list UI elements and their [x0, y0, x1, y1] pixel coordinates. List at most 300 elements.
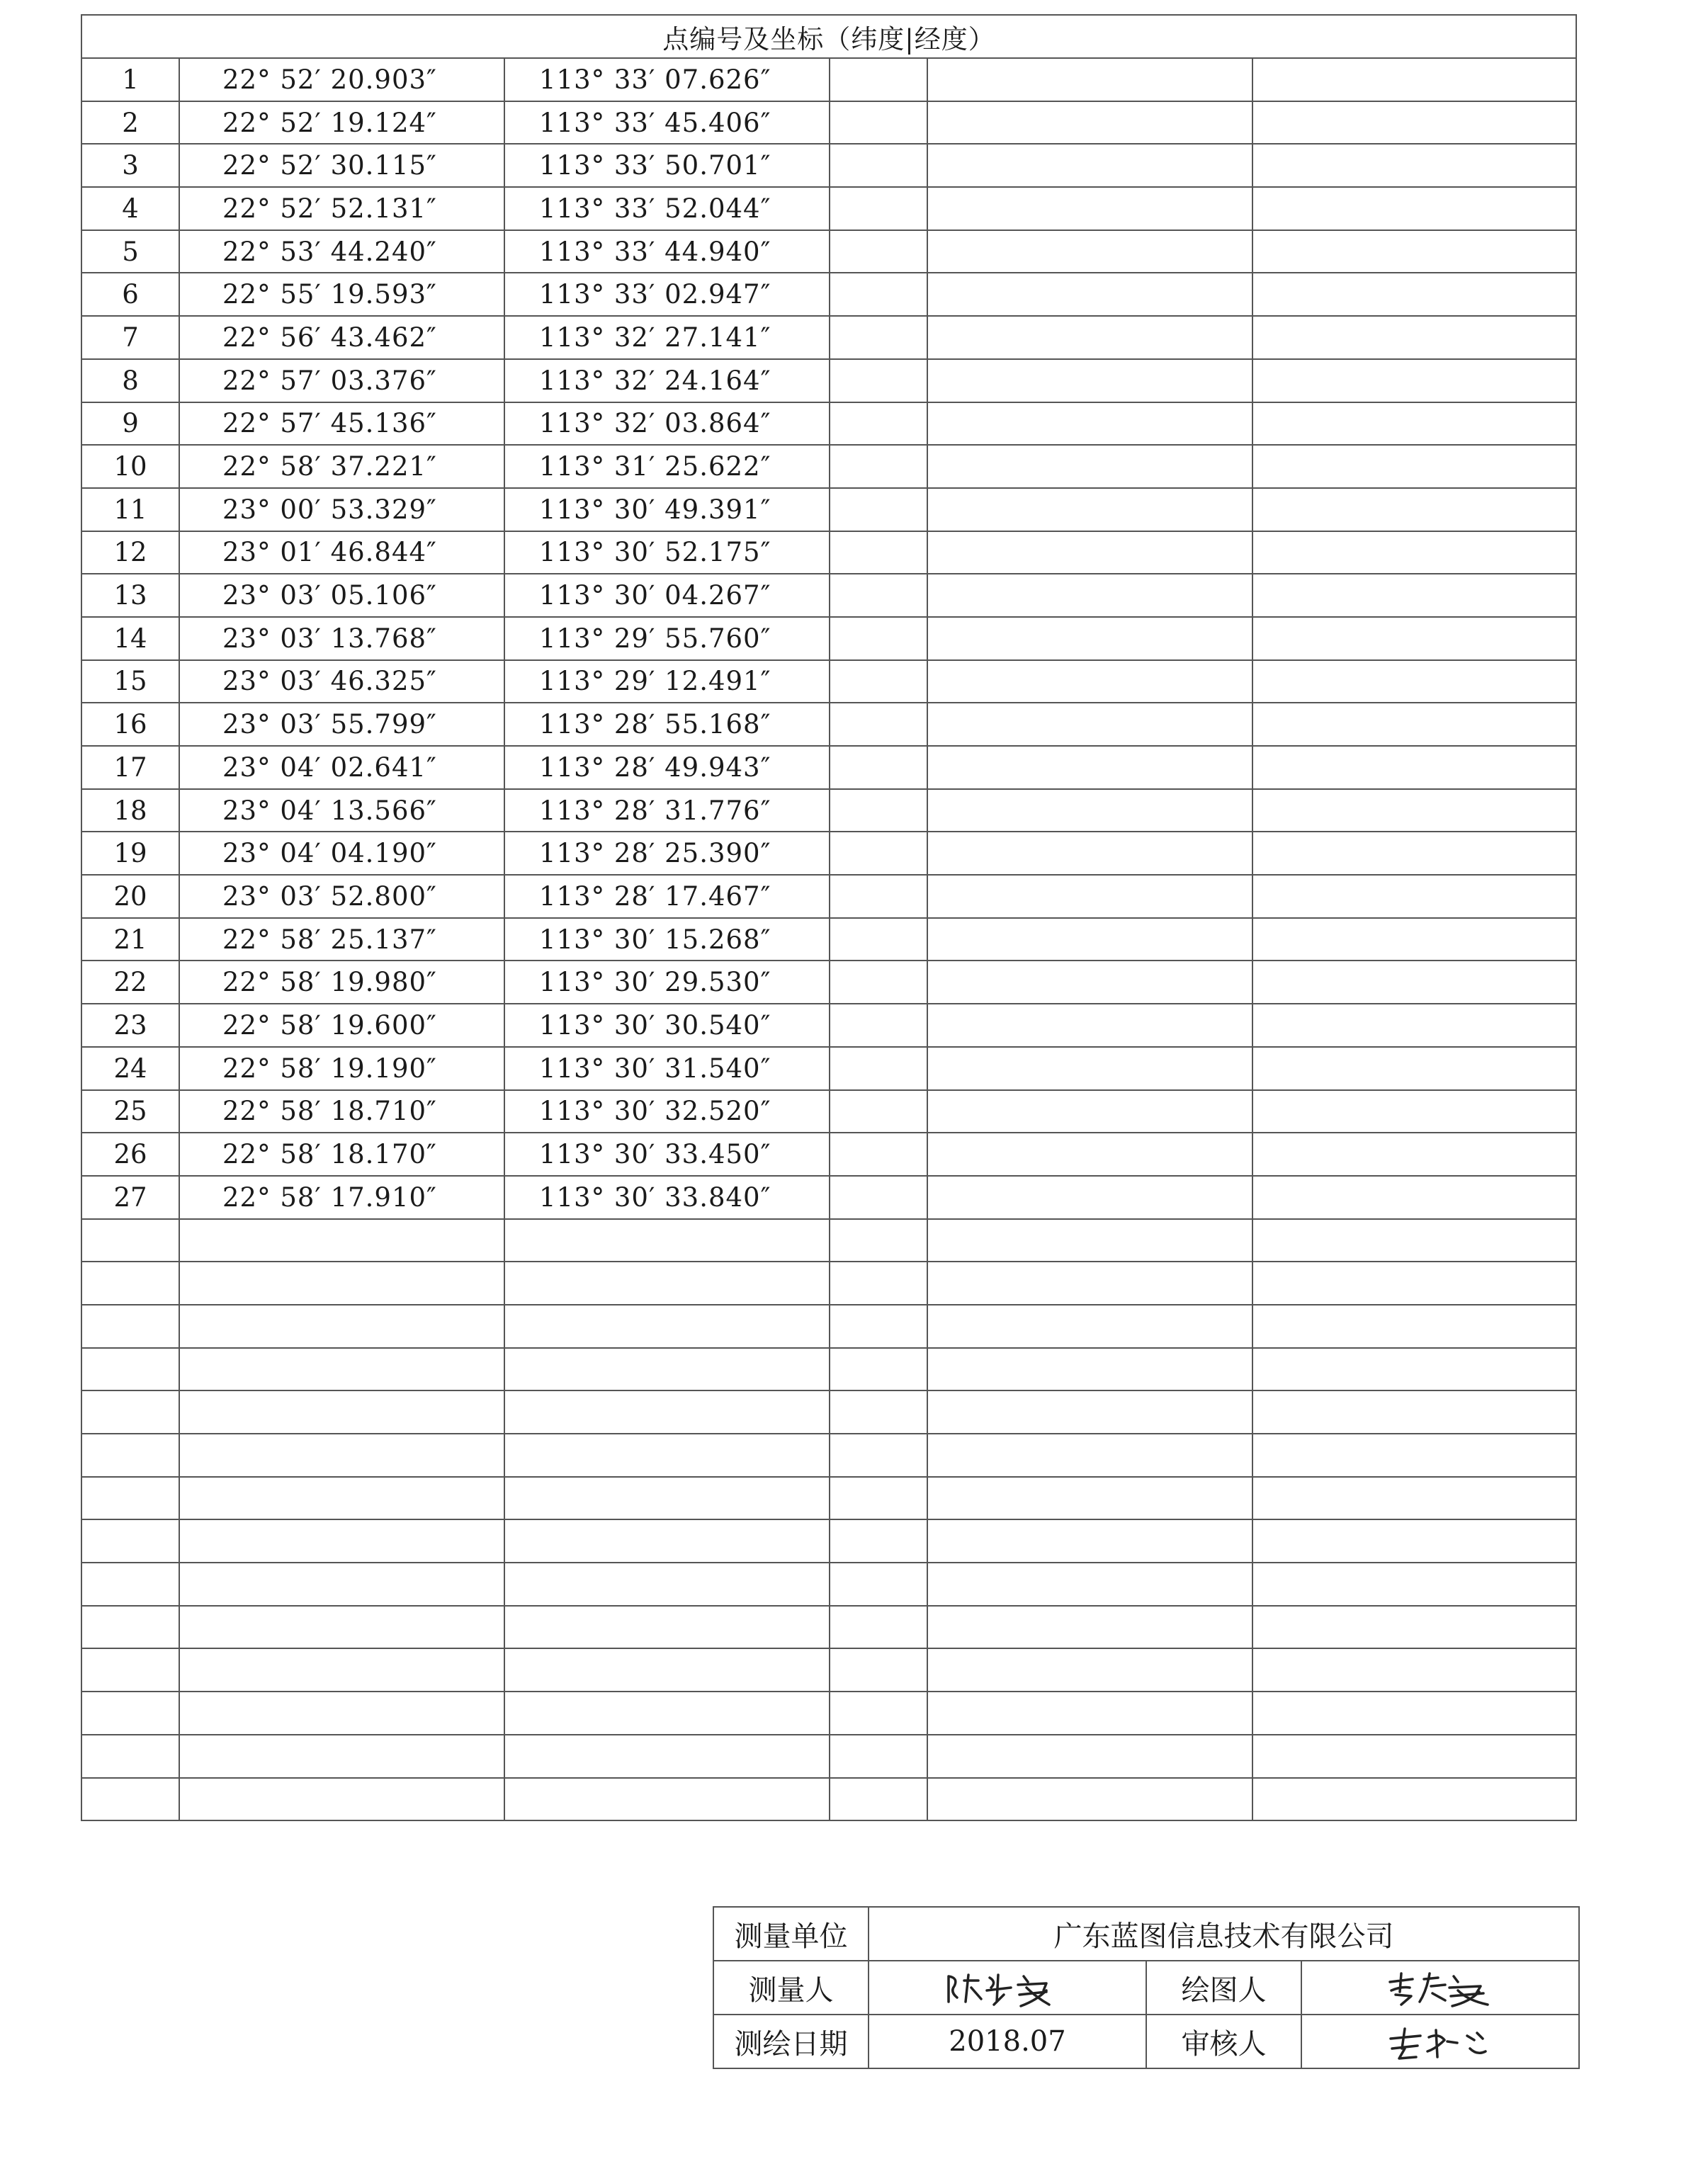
table-row — [81, 1477, 1576, 1520]
longitude: 113° 32′ 27.141″ — [504, 316, 830, 359]
empty-cell — [1252, 1219, 1576, 1262]
longitude — [504, 1778, 830, 1821]
empty-cell — [927, 1348, 1252, 1391]
longitude: 113° 28′ 17.467″ — [504, 875, 830, 918]
empty-cell — [830, 531, 927, 574]
point-id — [81, 1519, 179, 1563]
point-id: 2 — [81, 101, 179, 145]
point-id — [81, 1219, 179, 1262]
point-id: 6 — [81, 273, 179, 316]
empty-cell — [1252, 1519, 1576, 1563]
empty-cell — [830, 1348, 927, 1391]
latitude — [179, 1563, 504, 1606]
table-row — [81, 359, 1576, 402]
empty-cell — [927, 445, 1252, 488]
point-id: 26 — [81, 1133, 179, 1176]
empty-cell — [830, 1090, 927, 1133]
empty-cell — [830, 961, 927, 1004]
empty-cell — [1252, 875, 1576, 918]
longitude — [504, 1262, 830, 1305]
table-row — [81, 488, 1576, 531]
longitude: 113° 30′ 04.267″ — [504, 574, 830, 617]
empty-cell — [1252, 746, 1576, 789]
empty-cell — [830, 574, 927, 617]
empty-cell — [927, 1090, 1252, 1133]
table-row — [81, 230, 1576, 273]
surveyor-label: 测量人 — [713, 1961, 869, 2015]
empty-cell — [927, 789, 1252, 832]
empty-cell — [927, 1434, 1252, 1477]
drafter-signature — [1301, 1961, 1579, 2015]
table-row — [81, 316, 1576, 359]
empty-cell — [927, 1477, 1252, 1520]
empty-cell — [830, 1434, 927, 1477]
empty-cell — [1252, 961, 1576, 1004]
empty-cell — [1252, 1305, 1576, 1348]
longitude: 113° 30′ 33.840″ — [504, 1176, 830, 1219]
table-row — [81, 1090, 1576, 1133]
empty-cell — [1252, 531, 1576, 574]
latitude — [179, 1648, 504, 1692]
longitude: 113° 33′ 07.626″ — [504, 58, 830, 101]
longitude: 113° 30′ 30.540″ — [504, 1004, 830, 1047]
empty-cell — [927, 961, 1252, 1004]
latitude — [179, 1262, 504, 1305]
empty-cell — [1252, 445, 1576, 488]
empty-cell — [927, 1176, 1252, 1219]
longitude: 113° 30′ 52.175″ — [504, 531, 830, 574]
longitude: 113° 30′ 29.530″ — [504, 961, 830, 1004]
empty-cell — [830, 1692, 927, 1735]
latitude: 22° 53′ 44.240″ — [179, 230, 504, 273]
date-label: 测绘日期 — [713, 2015, 869, 2068]
empty-cell — [1252, 1047, 1576, 1090]
latitude: 22° 57′ 45.136″ — [179, 402, 504, 446]
latitude: 23° 03′ 05.106″ — [179, 574, 504, 617]
table-row — [81, 1606, 1576, 1649]
table-row — [81, 1390, 1576, 1434]
empty-cell — [1252, 789, 1576, 832]
reviewer-signature — [1301, 2015, 1579, 2068]
empty-cell — [927, 531, 1252, 574]
latitude: 22° 57′ 03.376″ — [179, 359, 504, 402]
empty-cell — [927, 230, 1252, 273]
empty-cell — [1252, 230, 1576, 273]
empty-cell — [1252, 1778, 1576, 1821]
empty-cell — [830, 144, 927, 187]
table-row — [81, 445, 1576, 488]
point-id — [81, 1778, 179, 1821]
empty-cell — [1252, 1133, 1576, 1176]
longitude — [504, 1519, 830, 1563]
longitude — [504, 1563, 830, 1606]
latitude: 22° 58′ 17.910″ — [179, 1176, 504, 1219]
point-id: 11 — [81, 488, 179, 531]
empty-cell — [1252, 488, 1576, 531]
point-id: 20 — [81, 875, 179, 918]
latitude — [179, 1735, 504, 1778]
latitude — [179, 1390, 504, 1434]
empty-cell — [830, 402, 927, 446]
latitude: 22° 58′ 25.137″ — [179, 918, 504, 961]
empty-cell — [830, 832, 927, 875]
empty-cell — [1252, 1563, 1576, 1606]
longitude — [504, 1477, 830, 1520]
table-row — [81, 58, 1576, 101]
empty-cell — [830, 1004, 927, 1047]
empty-cell — [1252, 1434, 1576, 1477]
point-id: 10 — [81, 445, 179, 488]
empty-cell — [1252, 273, 1576, 316]
surveyor-signature-icon — [940, 1966, 1075, 2009]
empty-cell — [1252, 918, 1576, 961]
empty-cell — [927, 187, 1252, 230]
empty-cell — [1252, 617, 1576, 660]
latitude — [179, 1692, 504, 1735]
empty-cell — [927, 703, 1252, 746]
unit-value: 广东蓝图信息技术有限公司 — [869, 1907, 1579, 1961]
reviewer-label: 审核人 — [1146, 2015, 1301, 2068]
point-id: 23 — [81, 1004, 179, 1047]
empty-cell — [1252, 144, 1576, 187]
table-row — [81, 1434, 1576, 1477]
longitude: 113° 29′ 55.760″ — [504, 617, 830, 660]
latitude: 23° 03′ 52.800″ — [179, 875, 504, 918]
table-row — [81, 746, 1576, 789]
latitude — [179, 1778, 504, 1821]
empty-cell — [830, 273, 927, 316]
empty-cell — [830, 875, 927, 918]
empty-cell — [830, 1176, 927, 1219]
table-row — [81, 1262, 1576, 1305]
empty-cell — [927, 1004, 1252, 1047]
survey-info-table — [713, 1906, 1580, 2069]
empty-cell — [927, 1735, 1252, 1778]
empty-cell — [927, 1047, 1252, 1090]
longitude: 113° 31′ 25.622″ — [504, 445, 830, 488]
table-row — [81, 1648, 1576, 1692]
empty-cell — [927, 1519, 1252, 1563]
longitude: 113° 30′ 32.520″ — [504, 1090, 830, 1133]
latitude — [179, 1606, 504, 1649]
empty-cell — [927, 359, 1252, 402]
empty-cell — [1252, 58, 1576, 101]
empty-cell — [830, 316, 927, 359]
point-id: 25 — [81, 1090, 179, 1133]
table-row — [81, 402, 1576, 446]
point-id: 14 — [81, 617, 179, 660]
longitude: 113° 33′ 44.940″ — [504, 230, 830, 273]
empty-cell — [1252, 1390, 1576, 1434]
longitude — [504, 1305, 830, 1348]
table-title: 点编号及坐标（纬度|经度） — [81, 15, 1576, 58]
empty-cell — [830, 488, 927, 531]
latitude: 23° 03′ 55.799″ — [179, 703, 504, 746]
longitude — [504, 1606, 830, 1649]
point-id: 24 — [81, 1047, 179, 1090]
latitude — [179, 1477, 504, 1520]
empty-cell — [1252, 1176, 1576, 1219]
unit-label: 测量单位 — [713, 1907, 869, 1961]
empty-cell — [830, 1563, 927, 1606]
empty-cell — [830, 359, 927, 402]
empty-cell — [830, 1390, 927, 1434]
latitude: 23° 03′ 13.768″ — [179, 617, 504, 660]
empty-cell — [927, 488, 1252, 531]
latitude: 23° 04′ 13.566″ — [179, 789, 504, 832]
latitude: 22° 52′ 19.124″ — [179, 101, 504, 145]
point-id — [81, 1735, 179, 1778]
empty-cell — [927, 144, 1252, 187]
table-title-row — [81, 15, 1576, 58]
longitude: 113° 30′ 49.391″ — [504, 488, 830, 531]
empty-cell — [927, 58, 1252, 101]
table-row — [81, 660, 1576, 703]
empty-cell — [927, 746, 1252, 789]
empty-cell — [1252, 703, 1576, 746]
table-row — [81, 1176, 1576, 1219]
point-id: 1 — [81, 58, 179, 101]
longitude: 113° 33′ 02.947″ — [504, 273, 830, 316]
point-id: 19 — [81, 832, 179, 875]
latitude: 22° 52′ 30.115″ — [179, 144, 504, 187]
surveyor-signature — [869, 1961, 1146, 2015]
empty-cell — [1252, 1477, 1576, 1520]
empty-cell — [1252, 832, 1576, 875]
empty-cell — [1252, 660, 1576, 703]
point-id — [81, 1262, 179, 1305]
latitude: 22° 58′ 19.980″ — [179, 961, 504, 1004]
empty-cell — [830, 617, 927, 660]
longitude — [504, 1434, 830, 1477]
latitude — [179, 1519, 504, 1563]
table-row — [81, 144, 1576, 187]
empty-cell — [830, 703, 927, 746]
empty-cell — [830, 58, 927, 101]
table-row — [81, 789, 1576, 832]
point-id: 22 — [81, 961, 179, 1004]
table-row — [81, 273, 1576, 316]
longitude: 113° 30′ 31.540″ — [504, 1047, 830, 1090]
table-row — [81, 531, 1576, 574]
longitude: 113° 29′ 12.491″ — [504, 660, 830, 703]
empty-cell — [1252, 402, 1576, 446]
latitude: 23° 04′ 02.641″ — [179, 746, 504, 789]
point-id — [81, 1648, 179, 1692]
empty-cell — [1252, 1648, 1576, 1692]
empty-cell — [830, 230, 927, 273]
point-id — [81, 1606, 179, 1649]
empty-cell — [830, 1735, 927, 1778]
empty-cell — [927, 574, 1252, 617]
longitude: 113° 28′ 55.168″ — [504, 703, 830, 746]
empty-cell — [1252, 1606, 1576, 1649]
latitude: 22° 56′ 43.462″ — [179, 316, 504, 359]
longitude: 113° 33′ 45.406″ — [504, 101, 830, 145]
point-id: 7 — [81, 316, 179, 359]
empty-cell — [1252, 316, 1576, 359]
point-id: 27 — [81, 1176, 179, 1219]
table-row — [81, 1047, 1576, 1090]
table-row — [81, 1778, 1576, 1821]
latitude: 22° 58′ 19.190″ — [179, 1047, 504, 1090]
latitude: 22° 58′ 18.710″ — [179, 1090, 504, 1133]
empty-cell — [830, 1047, 927, 1090]
point-id — [81, 1348, 179, 1391]
empty-cell — [1252, 1004, 1576, 1047]
empty-cell — [1252, 1090, 1576, 1133]
latitude: 23° 04′ 04.190″ — [179, 832, 504, 875]
coordinate-table — [81, 14, 1577, 1821]
empty-cell — [927, 918, 1252, 961]
point-id: 17 — [81, 746, 179, 789]
longitude: 113° 28′ 49.943″ — [504, 746, 830, 789]
longitude — [504, 1692, 830, 1735]
latitude: 23° 03′ 46.325″ — [179, 660, 504, 703]
empty-cell — [927, 1219, 1252, 1262]
empty-cell — [927, 316, 1252, 359]
empty-cell — [927, 273, 1252, 316]
latitude: 22° 58′ 18.170″ — [179, 1133, 504, 1176]
empty-cell — [927, 1305, 1252, 1348]
latitude: 23° 01′ 46.844″ — [179, 531, 504, 574]
longitude: 113° 32′ 03.864″ — [504, 402, 830, 446]
point-id — [81, 1305, 179, 1348]
empty-cell — [1252, 359, 1576, 402]
table-row — [81, 875, 1576, 918]
point-id — [81, 1563, 179, 1606]
empty-cell — [830, 918, 927, 961]
empty-cell — [830, 1606, 927, 1649]
empty-cell — [927, 1133, 1252, 1176]
info-row-people — [713, 1961, 1579, 2015]
reviewer-signature-icon — [1384, 2020, 1497, 2063]
empty-cell — [927, 1390, 1252, 1434]
empty-cell — [830, 1219, 927, 1262]
table-row — [81, 832, 1576, 875]
table-row — [81, 617, 1576, 660]
longitude — [504, 1735, 830, 1778]
table-row — [81, 961, 1576, 1004]
empty-cell — [1252, 1735, 1576, 1778]
empty-cell — [830, 789, 927, 832]
table-row — [81, 1348, 1576, 1391]
longitude: 113° 30′ 33.450″ — [504, 1133, 830, 1176]
info-row-date — [713, 2015, 1579, 2068]
empty-cell — [927, 1648, 1252, 1692]
longitude — [504, 1390, 830, 1434]
empty-cell — [1252, 574, 1576, 617]
point-id: 15 — [81, 660, 179, 703]
table-row — [81, 1735, 1576, 1778]
empty-cell — [830, 1648, 927, 1692]
longitude: 113° 32′ 24.164″ — [504, 359, 830, 402]
point-id: 8 — [81, 359, 179, 402]
empty-cell — [830, 660, 927, 703]
point-id — [81, 1692, 179, 1735]
latitude — [179, 1219, 504, 1262]
longitude: 113° 28′ 25.390″ — [504, 832, 830, 875]
longitude — [504, 1219, 830, 1262]
empty-cell — [927, 660, 1252, 703]
empty-cell — [830, 1305, 927, 1348]
point-id: 3 — [81, 144, 179, 187]
latitude — [179, 1434, 504, 1477]
longitude — [504, 1648, 830, 1692]
table-row — [81, 574, 1576, 617]
empty-cell — [830, 746, 927, 789]
longitude: 113° 30′ 15.268″ — [504, 918, 830, 961]
drafter-label: 绘图人 — [1146, 1961, 1301, 2015]
empty-cell — [927, 875, 1252, 918]
point-id: 13 — [81, 574, 179, 617]
empty-cell — [830, 1519, 927, 1563]
latitude: 22° 58′ 19.600″ — [179, 1004, 504, 1047]
longitude: 113° 28′ 31.776″ — [504, 789, 830, 832]
table-row — [81, 1519, 1576, 1563]
point-id: 5 — [81, 230, 179, 273]
longitude — [504, 1348, 830, 1391]
longitude: 113° 33′ 52.044″ — [504, 187, 830, 230]
table-row — [81, 1692, 1576, 1735]
latitude: 22° 58′ 37.221″ — [179, 445, 504, 488]
empty-cell — [927, 617, 1252, 660]
latitude: 22° 55′ 19.593″ — [179, 273, 504, 316]
point-id: 4 — [81, 187, 179, 230]
point-id: 16 — [81, 703, 179, 746]
empty-cell — [1252, 101, 1576, 145]
table-row — [81, 187, 1576, 230]
empty-cell — [830, 187, 927, 230]
point-id: 12 — [81, 531, 179, 574]
point-id: 9 — [81, 402, 179, 446]
empty-cell — [927, 832, 1252, 875]
table-row — [81, 703, 1576, 746]
point-id — [81, 1477, 179, 1520]
empty-cell — [830, 445, 927, 488]
table-row — [81, 1563, 1576, 1606]
empty-cell — [927, 1778, 1252, 1821]
empty-cell — [1252, 1348, 1576, 1391]
latitude: 23° 00′ 53.329″ — [179, 488, 504, 531]
empty-cell — [927, 1606, 1252, 1649]
latitude: 22° 52′ 20.903″ — [179, 58, 504, 101]
empty-cell — [1252, 1692, 1576, 1735]
latitude — [179, 1305, 504, 1348]
point-id: 18 — [81, 789, 179, 832]
table-row — [81, 918, 1576, 961]
empty-cell — [830, 1133, 927, 1176]
info-row-unit — [713, 1907, 1579, 1961]
longitude: 113° 33′ 50.701″ — [504, 144, 830, 187]
empty-cell — [830, 1778, 927, 1821]
point-id — [81, 1390, 179, 1434]
coordinate-table-body — [81, 15, 1576, 1820]
empty-cell — [830, 1262, 927, 1305]
empty-cell — [927, 101, 1252, 145]
empty-cell — [1252, 187, 1576, 230]
empty-cell — [927, 1262, 1252, 1305]
date-value: 2018.07 — [869, 2015, 1146, 2068]
table-row — [81, 101, 1576, 145]
latitude — [179, 1348, 504, 1391]
table-row — [81, 1305, 1576, 1348]
empty-cell — [830, 101, 927, 145]
latitude: 22° 52′ 52.131″ — [179, 187, 504, 230]
table-row — [81, 1219, 1576, 1262]
drafter-signature-icon — [1380, 1966, 1500, 2009]
point-id — [81, 1434, 179, 1477]
